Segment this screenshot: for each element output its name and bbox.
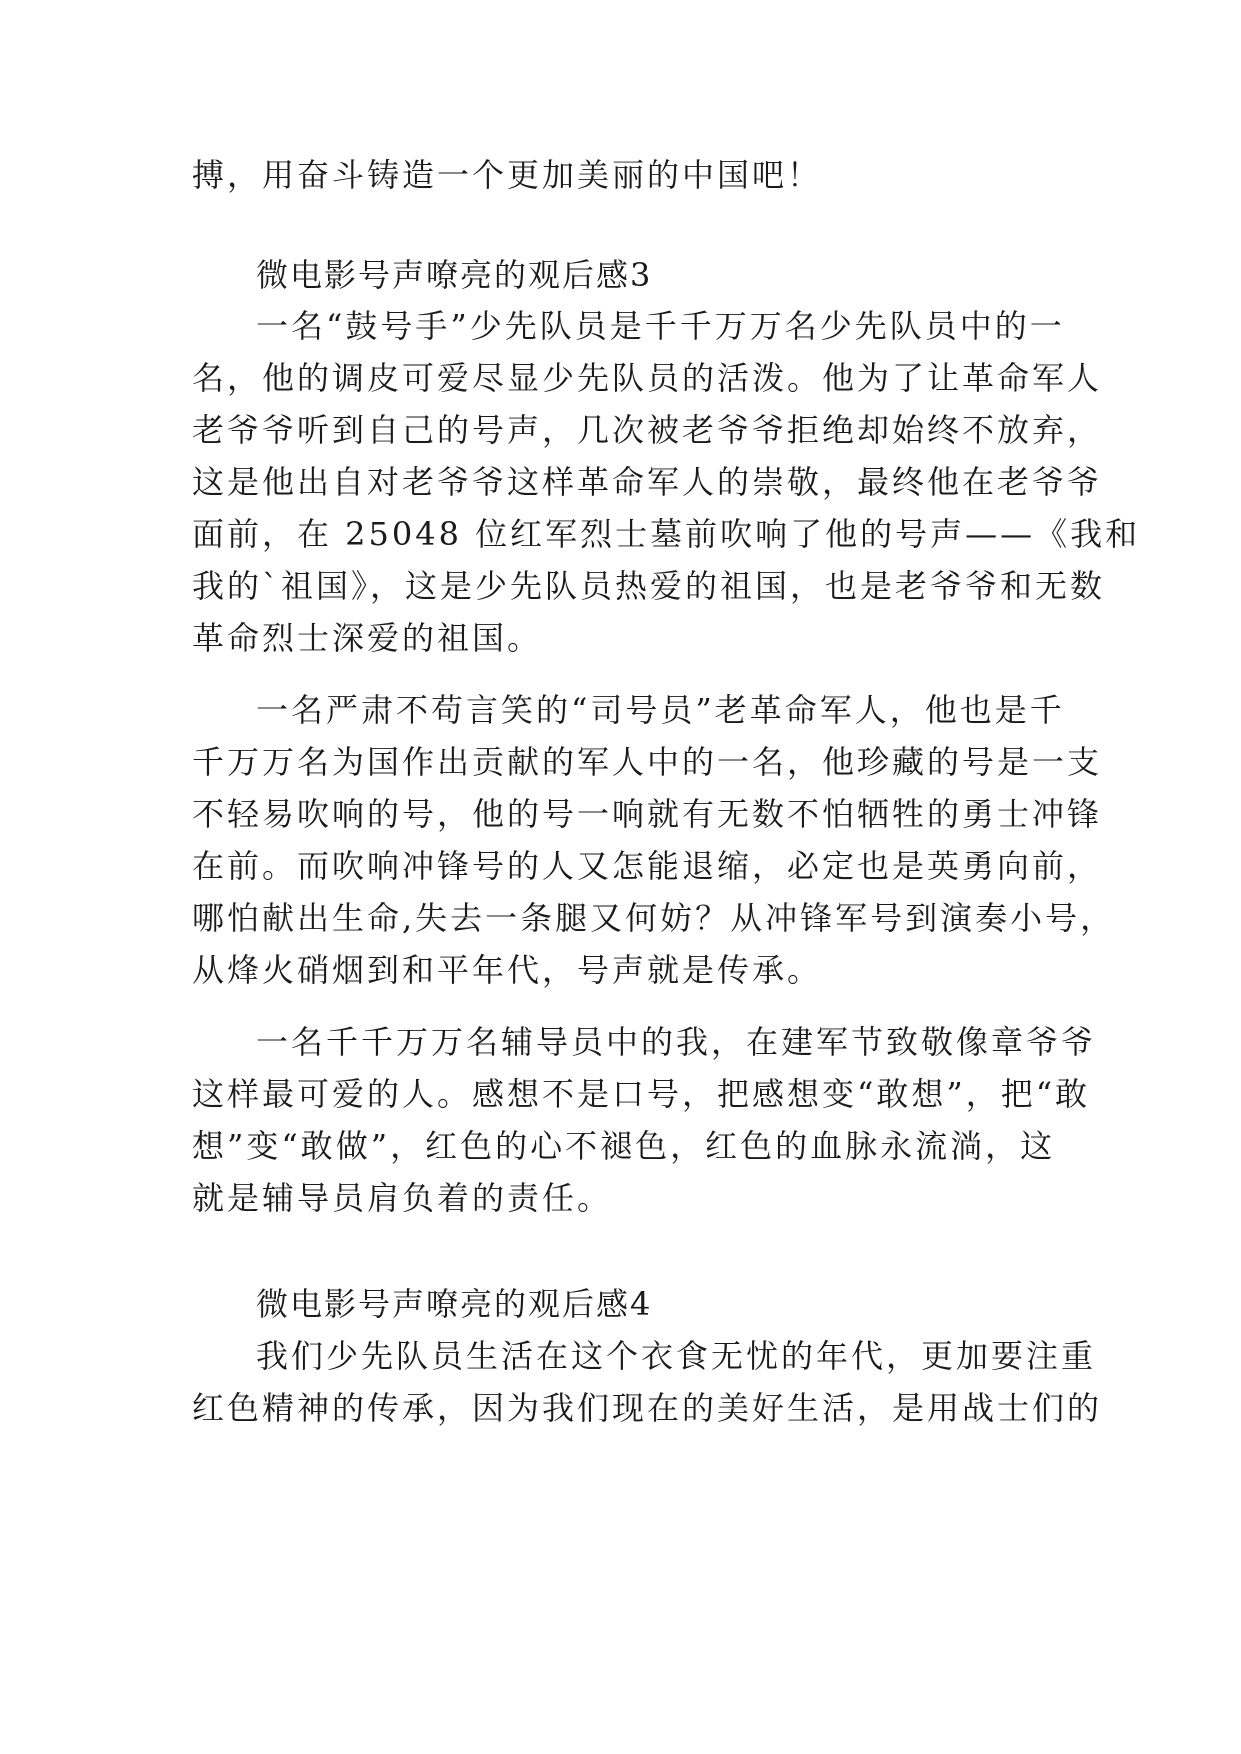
paragraph-line: 一名“鼓号手”少先队员是千千万万名少先队员中的一 xyxy=(256,307,1065,345)
paragraph-line: 在前。而吹响冲锋号的人又怎能退缩，必定也是英勇向前， xyxy=(192,847,1103,885)
paragraph-line: 革命烈士深爱的祖国。 xyxy=(192,619,543,657)
paragraph-line: 一名千千万万名辅导员中的我，在建军节致敬像章爷爷 xyxy=(256,1023,1097,1061)
paragraph-line: 哪怕献出生命,失去一条腿又何妨？从冲锋军号到演奏小号， xyxy=(192,899,1116,937)
paragraph-line: 红色精神的传承，因为我们现在的美好生活，是用战士们的 xyxy=(192,1389,1103,1427)
section-heading-3: 微电影号声嘹亮的观后感3 xyxy=(256,256,653,294)
paragraph-line: 这是他出自对老爷爷这样革命军人的崇敬，最终他在老爷爷 xyxy=(192,463,1103,501)
paragraph-line: 想”变“敢做”，红色的心不褪色，红色的血脉永流淌，这 xyxy=(192,1127,1056,1165)
paragraph-line: 搏，用奋斗铸造一个更加美丽的中国吧！ xyxy=(192,156,823,194)
paragraph-line: 我的`祖国》，这是少先队员热爱的祖国，也是老爷爷和无数 xyxy=(192,567,1106,605)
paragraph-line: 这样最可爱的人。感想不是口号，把感想变“敢想”，把“敢 xyxy=(192,1075,1091,1113)
paragraph-line: 我们少先队员生活在这个衣食无忧的年代，更加要注重 xyxy=(256,1337,1097,1375)
paragraph-line: 一名严肃不苟言笑的“司号员”老革命军人，他也是千 xyxy=(256,691,1065,729)
paragraph-line: 名，他的调皮可爱尽显少先队员的活泼。他为了让革命军人 xyxy=(192,359,1103,397)
paragraph-line: 千万万名为国作出贡献的军人中的一名，他珍藏的号是一支 xyxy=(192,743,1103,781)
paragraph-line: 不轻易吹响的号，他的号一响就有无数不怕牺牲的勇士冲锋 xyxy=(192,795,1103,833)
paragraph-line: 就是辅导员肩负着的责任。 xyxy=(192,1179,613,1217)
paragraph-line: 从烽火硝烟到和平年代，号声就是传承。 xyxy=(192,951,823,989)
section-heading-4: 微电影号声嘹亮的观后感4 xyxy=(256,1285,653,1323)
paragraph-line: 面前，在 25048 位红军烈士墓前吹响了他的号声——《我和 xyxy=(192,515,1141,553)
paragraph-line: 老爷爷听到自己的号声，几次被老爷爷拒绝却始终不放弃， xyxy=(192,411,1103,449)
